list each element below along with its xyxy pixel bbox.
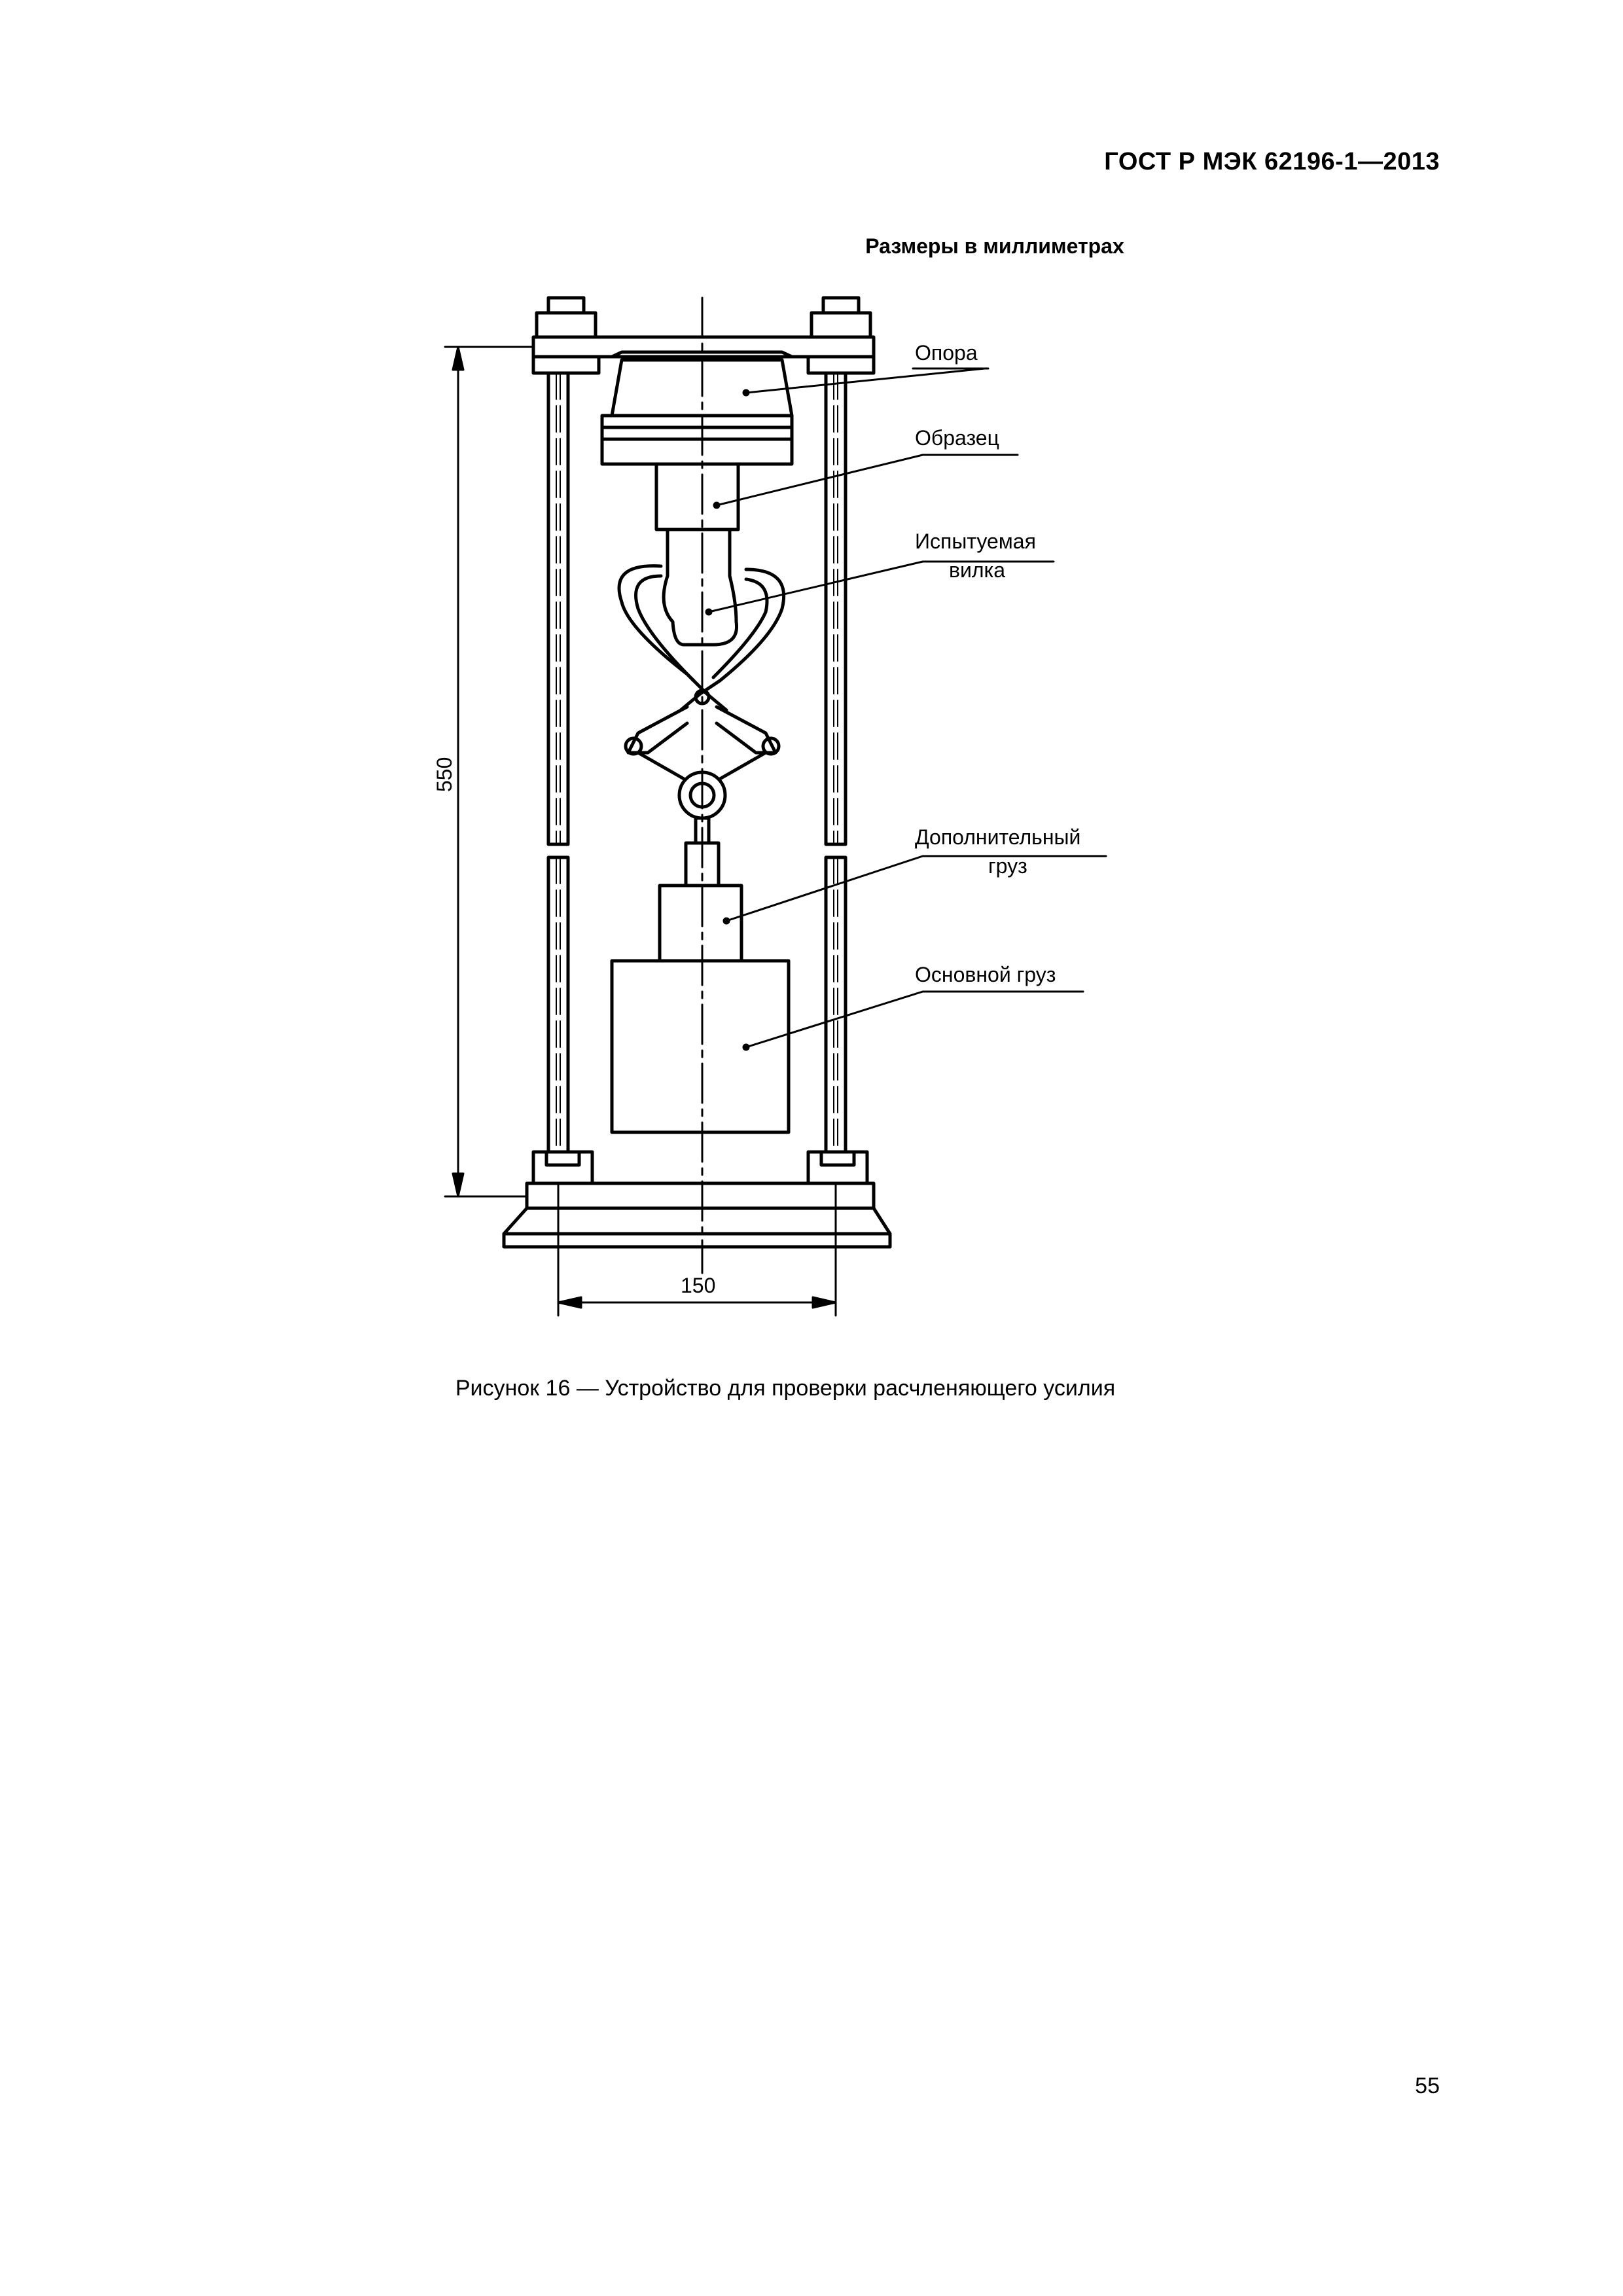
left-rod bbox=[548, 373, 568, 1152]
units-note: Размеры в миллиметрах bbox=[865, 234, 1124, 258]
document-header: ГОСТ Р МЭК 62196-1—2013 bbox=[1104, 148, 1440, 175]
leader-lines bbox=[706, 368, 1106, 1050]
label-support: Опора bbox=[915, 341, 978, 365]
figure-caption: Рисунок 16 — Устройство для проверки расчленяющего усилия bbox=[455, 1376, 1116, 1401]
dimension-height-value: 550 bbox=[433, 757, 456, 792]
base bbox=[504, 1208, 890, 1234]
label-plug-1: Испытуемая bbox=[915, 529, 1036, 553]
right-rod bbox=[826, 373, 846, 1152]
support-body bbox=[602, 352, 792, 464]
additional-weight bbox=[660, 886, 741, 961]
main-weight bbox=[612, 961, 789, 1132]
page-number: 55 bbox=[1415, 2073, 1440, 2098]
label-main-weight: Основной груз bbox=[915, 963, 1056, 986]
dimension-width-value: 150 bbox=[681, 1274, 716, 1297]
tested-plug bbox=[664, 529, 736, 645]
bottom-plate bbox=[527, 1183, 874, 1208]
sample-body bbox=[656, 464, 738, 529]
label-extra-2: груз bbox=[988, 854, 1027, 878]
label-extra-1: Дополнительный bbox=[915, 825, 1081, 849]
label-plug-2: вилка bbox=[949, 558, 1006, 582]
dimension-height bbox=[445, 347, 533, 1196]
label-sample: Образец bbox=[915, 426, 999, 450]
